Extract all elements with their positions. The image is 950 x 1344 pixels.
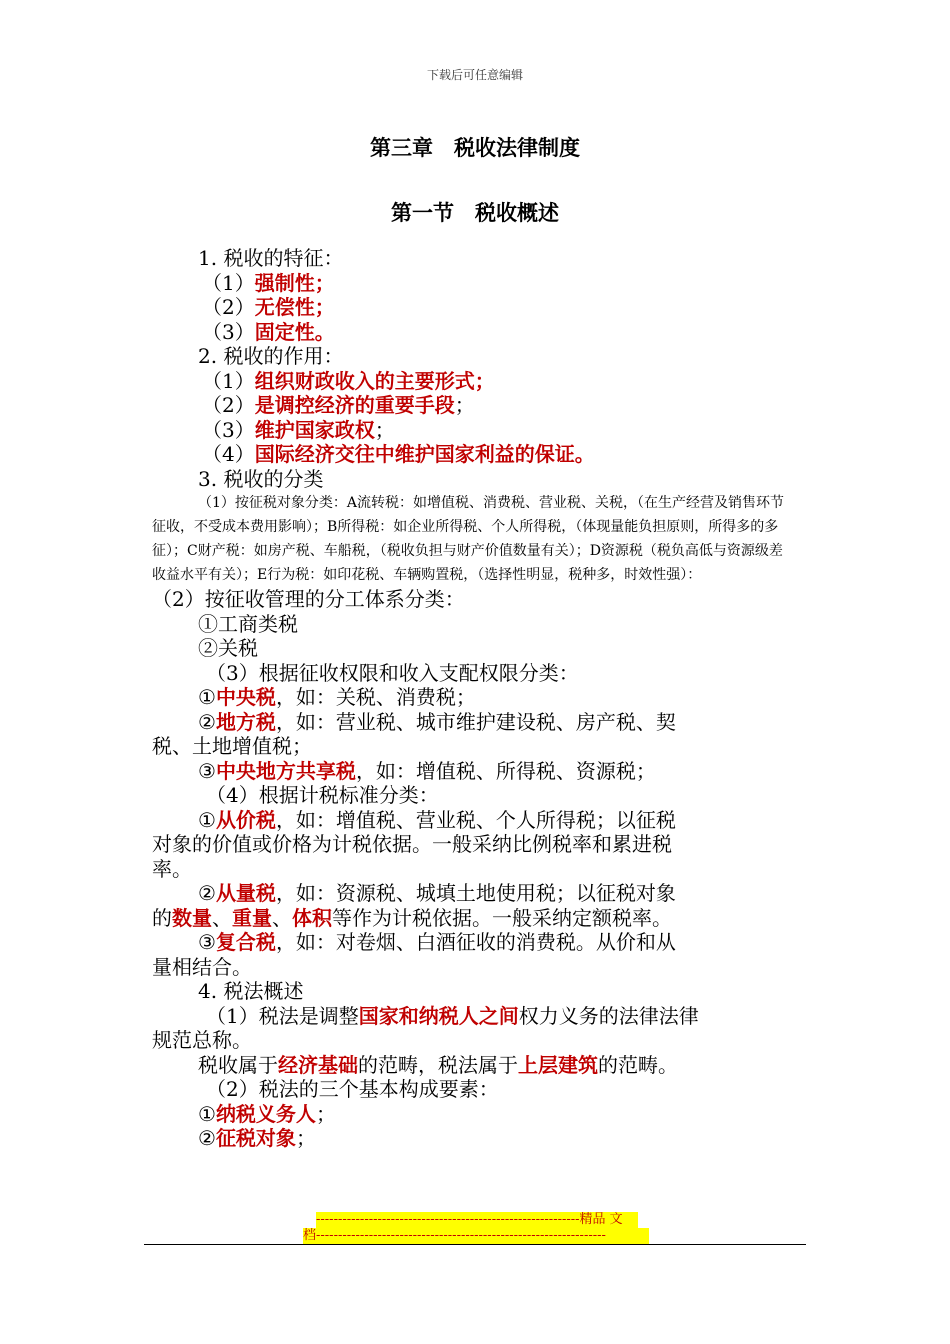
text-line xyxy=(152,467,792,492)
highlight-text: 经济基础 xyxy=(278,1052,358,1077)
text-line xyxy=(152,783,792,808)
text-span: （1） xyxy=(202,368,255,393)
highlight-text: 国际经济交往中维护国家利益的保证。 xyxy=(254,442,595,466)
text-line xyxy=(152,930,792,955)
text-span: 的范畴。 xyxy=(598,1052,678,1077)
section-title: 第一节 税收概述 xyxy=(391,201,559,225)
text-span: ； xyxy=(315,1101,336,1126)
highlight-text: 中央税 xyxy=(215,685,276,709)
text-line xyxy=(152,1028,792,1053)
text-line xyxy=(152,832,792,857)
text-span: 、 xyxy=(272,905,292,930)
text-span: ； xyxy=(295,1126,316,1150)
text-span: （1） xyxy=(202,270,255,295)
text-span: （2）税法的三个基本构成要素： xyxy=(206,1077,499,1101)
text-span: （2）按征收管理的分工体系分类： xyxy=(152,587,465,611)
chapter-title: 第三章 税收法律制度 xyxy=(370,136,580,160)
text-line xyxy=(152,955,792,980)
highlight-text: 从量税 xyxy=(215,881,276,905)
text-span: ② xyxy=(198,881,216,905)
text-line xyxy=(152,685,792,710)
text-span: （4） xyxy=(202,442,255,466)
text-line xyxy=(152,734,792,759)
highlight-text: 纳税义务人 xyxy=(215,1101,316,1126)
text-span: 1. 税收的特征： xyxy=(198,246,344,270)
text-span: ，如：对卷烟、白酒征收的消费税。从价和从 xyxy=(275,930,676,954)
text-line xyxy=(152,636,792,661)
text-span: （2） xyxy=(202,393,255,417)
highlight-text: 地方税 xyxy=(215,709,276,734)
text-line xyxy=(152,344,792,369)
text-line xyxy=(152,393,792,418)
text-span: 税收属于 xyxy=(198,1052,278,1077)
highlight-text: 体积 xyxy=(292,905,332,930)
text-span: ，如：营业税、城市维护建设税、房产税、契 xyxy=(275,709,676,734)
text-line xyxy=(152,271,792,296)
text-span: ，如：增值税、所得税、资源税； xyxy=(355,758,656,783)
text-span: （3） xyxy=(202,319,255,344)
highlight-text: 征税对象 xyxy=(215,1126,296,1150)
highlight-text: 国家和纳税人之间 xyxy=(358,1003,519,1028)
page-header: 下载后可任意编辑 xyxy=(426,68,523,82)
text-span: （1）税法是调整 xyxy=(206,1003,359,1028)
text-line xyxy=(152,979,792,1004)
text-span: （3） xyxy=(202,417,255,442)
document-body xyxy=(152,246,792,1151)
text-span: 3. 税收的分类 xyxy=(198,466,324,491)
text-line xyxy=(152,587,792,612)
text-span: ； xyxy=(454,393,475,417)
text-span: 、 xyxy=(212,905,232,930)
text-line xyxy=(152,369,792,394)
text-line xyxy=(152,661,792,686)
text-span: 等作为计税依据。一般采纳定额税率。 xyxy=(332,905,672,930)
footer-rule xyxy=(144,1244,806,1245)
text-span: ，如：增值税、营业税、个人所得税；以征税 xyxy=(275,807,676,832)
text-span: （2） xyxy=(202,295,255,319)
highlight-text: 是调控经济的重要手段 xyxy=(254,393,455,417)
text-span: （3）根据征收权限和收入支配权限分类： xyxy=(206,660,579,685)
text-line xyxy=(152,759,792,784)
highlight-text: 上层建筑 xyxy=(518,1052,598,1077)
text-span: （1）按征税对象分类：A流转税：如增值税、消费税、营业税、关税，（在生产经营及销售环节征收，不受成本费用影响）；B所得税：如企业所得税、个人所得税，（体现量能负担原则，所得多的多征）；C财产税：如房产税、车船税，（税收负担与财产价值数量有关）；D资源税（税负高低与资源级差收益水平有关）；E行为税：如印花税、车辆购置税，（选择性明显，税种多，时效性强）： xyxy=(152,495,785,583)
text-span: ； xyxy=(374,417,395,442)
footer-watermark-line-2: 档------------------------------------------------------------------ xyxy=(303,1228,649,1244)
text-line xyxy=(152,1004,792,1029)
text-line xyxy=(152,612,792,637)
text-span: ，如：关税、消费税； xyxy=(275,685,476,709)
highlight-text: 维护国家政权 xyxy=(254,417,375,442)
text-span: ③ xyxy=(198,930,216,954)
text-span: ② xyxy=(198,1126,216,1150)
text-span: ② xyxy=(198,709,216,734)
text-line xyxy=(152,857,792,882)
text-line xyxy=(152,710,792,735)
text-span: 权力义务的法律法律 xyxy=(518,1003,699,1028)
highlight-text: 复合税 xyxy=(215,930,276,954)
text-span: 量相结合。 xyxy=(152,954,252,979)
text-line xyxy=(152,808,792,833)
text-span: 的范畴，税法属于 xyxy=(358,1052,518,1077)
highlight-text: 组织财政收入的主要形式； xyxy=(254,368,495,393)
text-line xyxy=(152,295,792,320)
highlight-text: 重量 xyxy=(232,905,272,930)
highlight-text: 固定性。 xyxy=(254,319,335,344)
text-span: 2. 税收的作用： xyxy=(198,344,344,368)
text-line xyxy=(152,442,792,467)
text-span: ，如：资源税、城填土地使用税；以征税对象 xyxy=(275,881,676,905)
text-line xyxy=(152,1102,792,1127)
text-line xyxy=(152,320,792,345)
text-span: ①工商类税 xyxy=(198,611,298,636)
text-span: ① xyxy=(198,807,216,832)
text-span: （4）根据计税标准分类： xyxy=(206,783,439,807)
text-line xyxy=(152,1077,792,1102)
text-line xyxy=(152,1126,792,1151)
highlight-text: 强制性； xyxy=(254,270,335,295)
text-span: 的 xyxy=(152,905,172,930)
text-line xyxy=(152,418,792,443)
highlight-text: 数量 xyxy=(172,905,212,930)
text-span: ① xyxy=(198,1101,216,1126)
text-span: 对象的价值或价格为计税依据。一般采纳比例税率和累进税 xyxy=(152,832,672,856)
text-line xyxy=(152,491,792,587)
text-line xyxy=(152,1053,792,1078)
highlight-text: 无偿性； xyxy=(254,295,335,319)
footer-watermark-line-1: ------------------------------------------------------------精品 文 xyxy=(316,1212,638,1228)
highlight-text: 从价税 xyxy=(215,807,276,832)
highlight-text: 中央地方共享税 xyxy=(215,758,356,783)
text-span: ① xyxy=(198,685,216,709)
text-span: ②关税 xyxy=(198,636,258,660)
text-span: 规范总称。 xyxy=(152,1028,252,1052)
text-span: 率。 xyxy=(152,856,192,881)
text-span: 4. 税法概述 xyxy=(198,979,304,1003)
text-line xyxy=(152,881,792,906)
text-line xyxy=(152,246,792,271)
text-span: 税、土地增值税； xyxy=(152,734,312,758)
text-span: ③ xyxy=(198,758,216,783)
text-line xyxy=(152,906,792,931)
